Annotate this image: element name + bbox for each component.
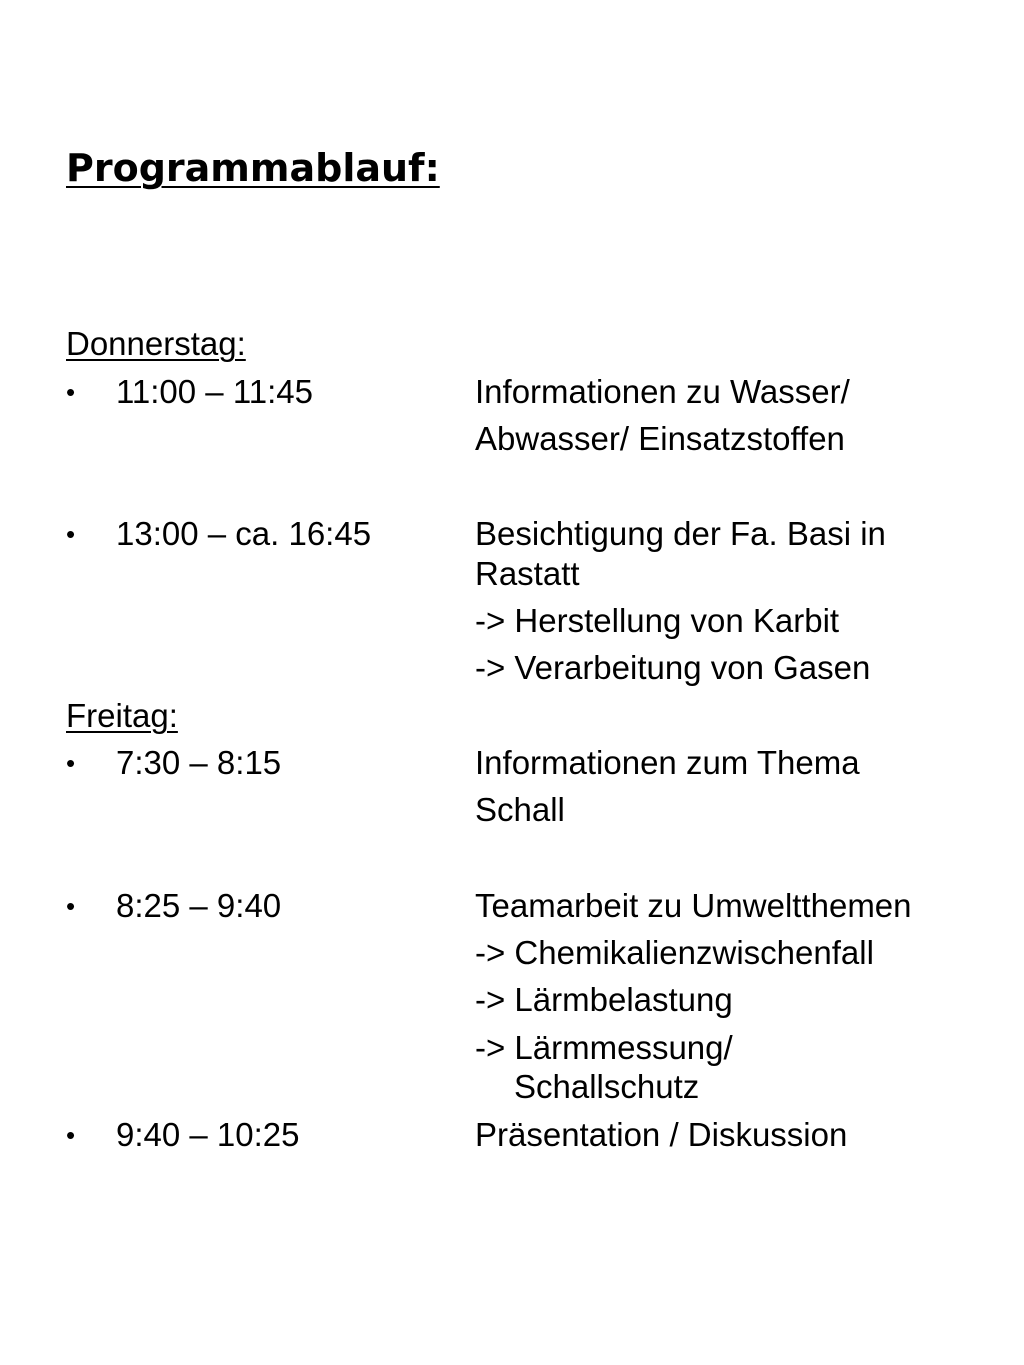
time-range: 11:00 – 11:45 bbox=[116, 373, 313, 410]
description-line: Besichtigung der Fa. Basi in bbox=[475, 515, 886, 552]
day-label-donnerstag: Donnerstag: bbox=[66, 325, 246, 362]
description-line: Informationen zu Wasser/ bbox=[475, 373, 850, 410]
description-line: Rastatt bbox=[475, 555, 580, 592]
time-range: 13:00 – ca. 16:45 bbox=[116, 515, 372, 552]
description-line: Informationen zum Thema bbox=[475, 744, 860, 781]
description-line: -> Lärmbelastung bbox=[475, 981, 733, 1018]
description-line: Teamarbeit zu Umweltthemen bbox=[475, 887, 912, 924]
description-line: -> Chemikalienzwischenfall bbox=[475, 934, 874, 971]
bullet: • bbox=[66, 519, 76, 549]
time-range: 8:25 – 9:40 bbox=[116, 887, 282, 924]
bullet: • bbox=[66, 891, 76, 921]
bullet: • bbox=[66, 748, 76, 778]
description-line: -> Verarbeitung von Gasen bbox=[475, 649, 871, 686]
description-line: Schall bbox=[475, 791, 565, 828]
bullet: • bbox=[66, 377, 76, 407]
description-line: Schallschutz bbox=[514, 1068, 700, 1105]
description-line: -> Herstellung von Karbit bbox=[475, 602, 840, 639]
time-range: 7:30 – 8:15 bbox=[116, 744, 282, 781]
page-title: Programmablauf: bbox=[66, 146, 440, 190]
day-label-freitag: Freitag: bbox=[66, 697, 178, 734]
description-line: Präsentation / Diskussion bbox=[475, 1116, 848, 1153]
bullet: • bbox=[66, 1120, 76, 1150]
time-range: 9:40 – 10:25 bbox=[116, 1116, 300, 1153]
description-line: Abwasser/ Einsatzstoffen bbox=[475, 420, 845, 457]
description-line: -> Lärmmessung/ bbox=[475, 1029, 733, 1066]
